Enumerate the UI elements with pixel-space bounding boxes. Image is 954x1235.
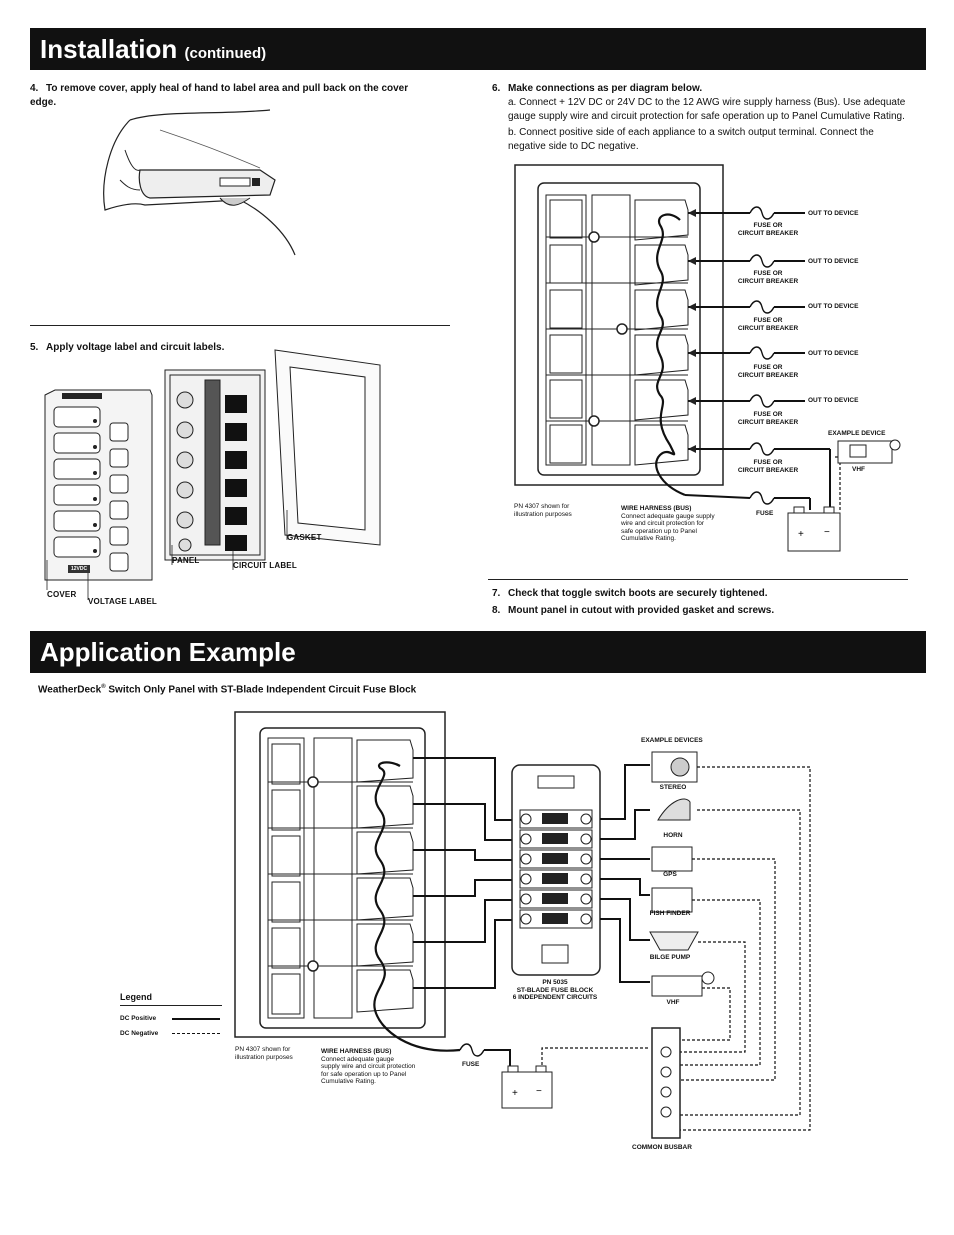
exploded-panel-illustration xyxy=(40,345,390,600)
fuse-label-5: FUSE OR CIRCUIT BREAKER xyxy=(737,411,799,426)
installation-header xyxy=(30,28,926,70)
svg-text:−: − xyxy=(536,1086,542,1097)
pn-note-app: PN 4307 shown for illustration purposes xyxy=(235,1046,293,1061)
example-devices-label: EXAMPLE DEVICES xyxy=(641,737,703,744)
device-bilge-pump: BILGE PUMP xyxy=(649,954,691,961)
svg-text:+: + xyxy=(512,1088,518,1099)
out-to-device-1: OUT TO DEVICE xyxy=(808,210,859,217)
step-4: 4. To remove cover, apply heal of hand to label area and pull back on the cover edge. xyxy=(30,83,409,108)
label-voltage-label: VOLTAGE LABEL xyxy=(88,597,157,606)
harness-note-6: WIRE HARNESS (BUS) Connect adequate gauge supply wire and circuit protection for safe operation up to Panel Cumulative Rating. xyxy=(621,505,715,542)
label-panel: PANEL xyxy=(172,556,200,565)
legend-dc-positive: DC Positive xyxy=(120,1015,157,1022)
fuse-label-app: FUSE xyxy=(462,1061,480,1068)
out-to-device-3: OUT TO DEVICE xyxy=(808,303,859,310)
label-gasket: GASKET xyxy=(287,533,322,542)
step-6: 6. Make connections as per diagram below. xyxy=(492,83,703,94)
legend-title: Legend xyxy=(120,992,153,1002)
fuse-block-label: PN 5035 ST-BLADE FUSE BLOCK 6 INDEPENDENT CIRCUITS xyxy=(512,979,598,1001)
step-5: 5. Apply voltage label and circuit labels. xyxy=(30,342,225,353)
fuse-label-4: FUSE OR CIRCUIT BREAKER xyxy=(737,364,799,379)
step-6b: b. Connect positive side of each appliance to a switch output terminal. Connect the negative side to DC negative. xyxy=(508,127,874,152)
label-circuit-label: CIRCUIT LABEL xyxy=(233,561,297,570)
step-8: 8. Mount panel in cutout with provided gasket and screws. xyxy=(492,605,775,616)
fuse-label-2: FUSE OR CIRCUIT BREAKER xyxy=(737,270,799,285)
divider-right xyxy=(488,579,908,580)
application-wiring-diagram xyxy=(230,710,830,1150)
device-stereo: STEREO xyxy=(659,784,687,791)
device-gps: GPS xyxy=(663,871,677,878)
divider-left xyxy=(30,325,450,326)
installation-title: Installation (continued) xyxy=(40,34,267,64)
legend-positive-line xyxy=(172,1018,220,1020)
step-6a: a. Connect + 12V DC or 24V DC to the 12 AWG wire supply harness (Bus). Use adequate gauge supply wire and circuit protection for safe operation up to Panel Cumulative Rating. xyxy=(508,97,906,122)
svg-text:−: − xyxy=(824,527,830,538)
hand-remove-cover-illustration xyxy=(100,110,320,260)
pn-note-6: PN 4307 shown for illustration purposes xyxy=(514,503,572,518)
label-cover: COVER xyxy=(47,590,77,599)
step-7: 7. Check that toggle switch boots are securely tightened. xyxy=(492,588,768,599)
harness-note-app: WIRE HARNESS (BUS) Connect adequate gauge supply wire and circuit protection for safe operation up to Panel Cumulative Rating. xyxy=(321,1048,416,1085)
device-fish-finder: FISH FINDER xyxy=(649,910,691,917)
application-subtitle: WeatherDeck® Switch Only Panel with ST-Blade Independent Circuit Fuse Block xyxy=(38,684,417,696)
out-to-device-5: OUT TO DEVICE xyxy=(808,397,859,404)
common-busbar-label: COMMON BUSBAR xyxy=(632,1144,692,1151)
voltage-badge: 12VDC xyxy=(70,566,88,572)
legend-negative-line xyxy=(172,1033,220,1034)
fuse-label-main-6: FUSE xyxy=(756,510,774,517)
fuse-label-1: FUSE OR CIRCUIT BREAKER xyxy=(737,222,799,237)
fuse-label-3: FUSE OR CIRCUIT BREAKER xyxy=(737,317,799,332)
application-title: Application Example xyxy=(40,637,296,667)
device-horn: HORN xyxy=(663,832,683,839)
legend-dc-negative: DC Negative xyxy=(120,1030,159,1037)
example-device-label: EXAMPLE DEVICE xyxy=(828,430,886,437)
svg-text:+: + xyxy=(798,529,804,540)
out-to-device-2: OUT TO DEVICE xyxy=(808,258,859,265)
application-header xyxy=(30,631,926,673)
device-vhf: VHF xyxy=(666,999,680,1006)
vhf-label-6: VHF xyxy=(852,466,865,473)
out-to-device-4: OUT TO DEVICE xyxy=(808,350,859,357)
fuse-label-6: FUSE OR CIRCUIT BREAKER xyxy=(737,459,799,474)
legend-divider xyxy=(120,1005,222,1006)
